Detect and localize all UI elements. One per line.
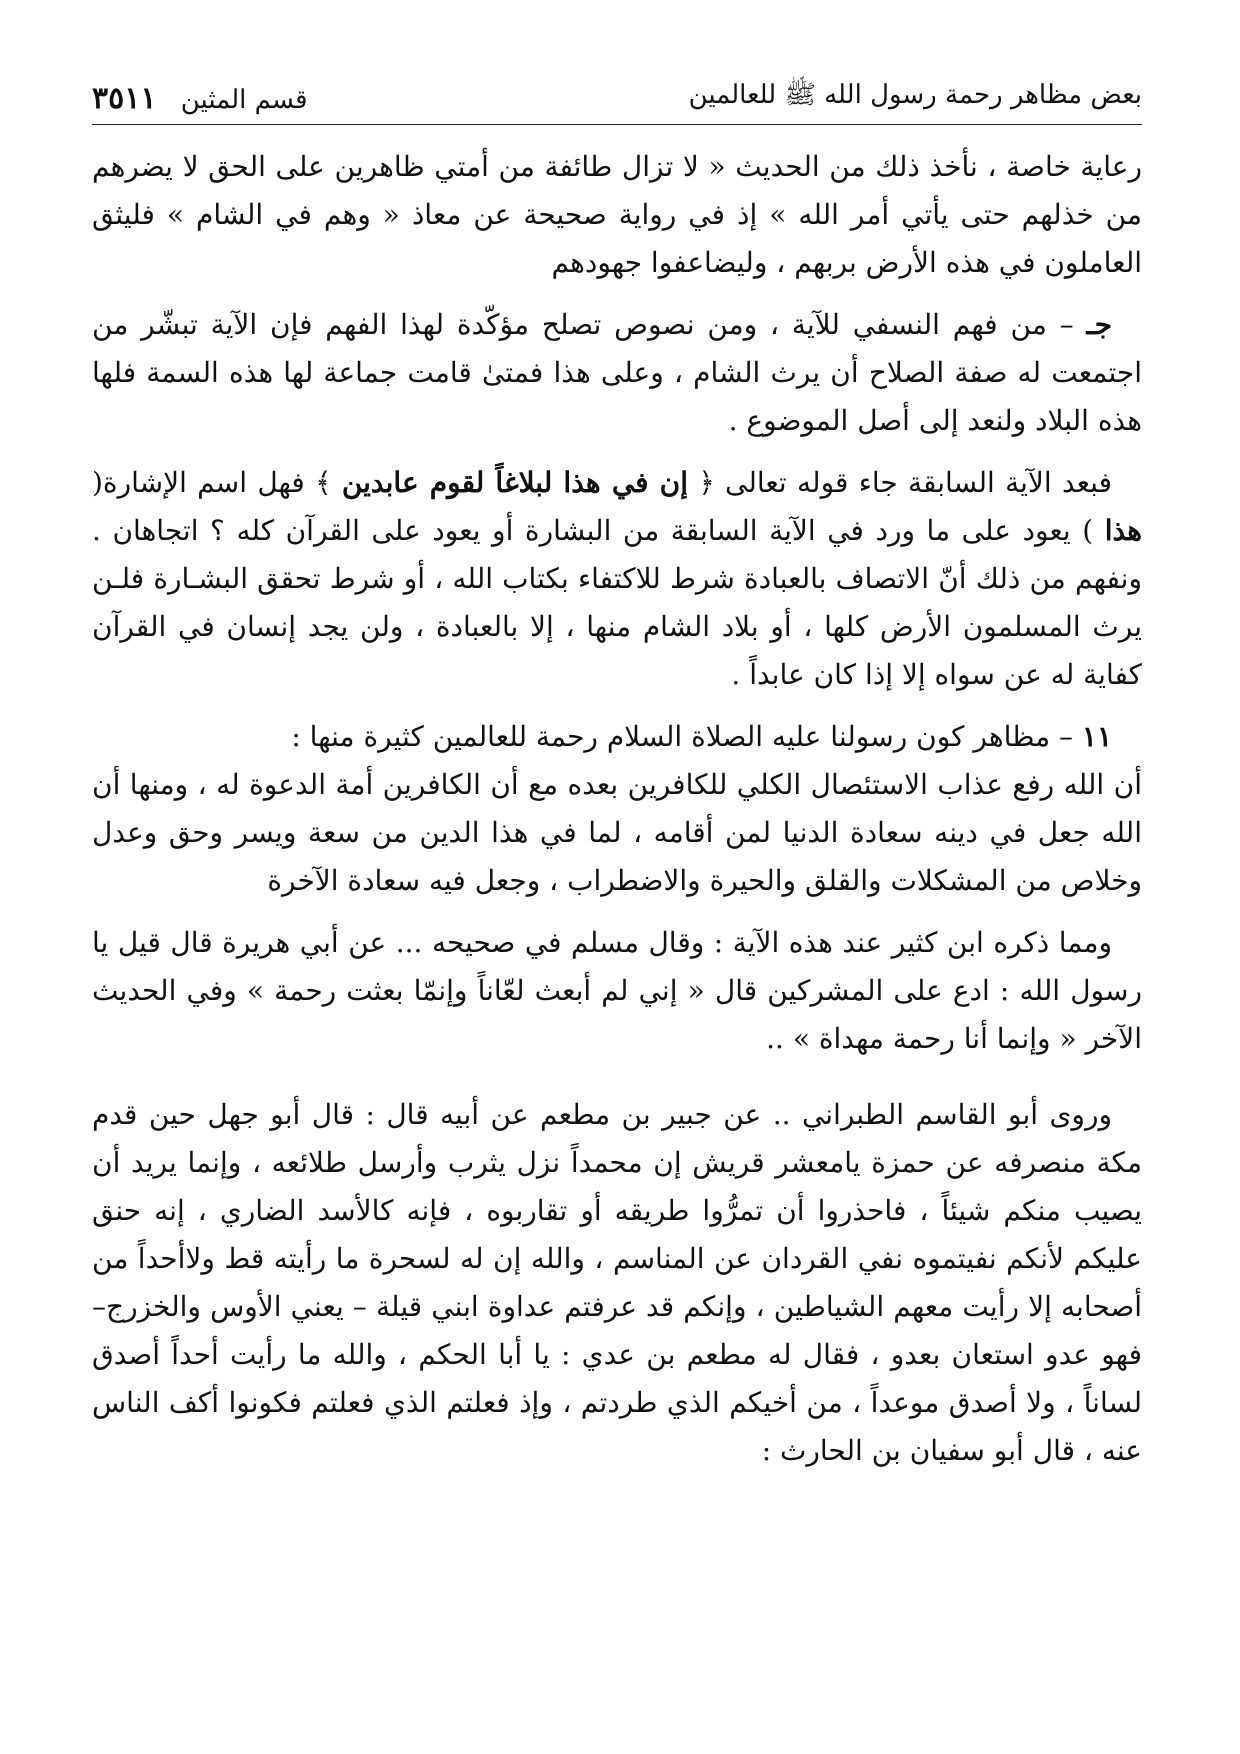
chapter-title: بعض مظاهر رحمة رسول الله ﷺ للعالمين (688, 80, 1142, 110)
section-number: ١١ (1081, 720, 1112, 753)
paragraph-6: ومما ذكره ابن كثير عند هذه الآية : وقال مسلم في صحيحه ... عن أبي هريرة قال قيل يا رسول الله : ادع على المشركين قال « إني لم أبعث لعّاناً وإنمّا بعثت رحمة » وفي الحديث الآخر « وإنما أنا رحمة مهداة » .. (92, 926, 1142, 1055)
quran-quote: إن في هذا لبلاغاً لقوم عابدين (341, 466, 689, 499)
paragraph-3-pre: فبعد الآية السابقة جاء قوله تعالى ﴿ (688, 466, 1112, 499)
paragraph-1: رعاية خاصة ، نأخذ ذلك من الحديث « لا تزال طائفة من أمتي ظاهرين على الحق لا يضرهم من خذلهم حتى يأتي أمر الله » إذ في رواية صحيحة عن معاذ « وهم في الشام » فليثق العاملون في هذه الأرض بربهم ، وليضاعفوا جهودهم (92, 150, 1142, 279)
paragraph-3 (92, 459, 1142, 699)
paragraph-5: أن الله رفع عذاب الاستئصال الكلي للكافرين بعده مع أن الكافرين أمة الدعوة له ، ومنها أن الله جعل في دينه سعادة الدنيا لمن أقامه ، لما في هذا الدين من سعة ويسر وحق وعدل وخلاص من المشكلات والقلق والحيرة والاضطراب ، وجعل فيه سعادة الآخرة (92, 768, 1142, 897)
paragraph-4 (92, 713, 1142, 761)
document-page (92, 78, 1142, 1489)
paragraph-7: وروى أبو القاسم الطبراني .. عن جبير بن مطعم عن أبيه قال : قال أبو جهل حين قدم مكة منصرفه عن حمزة يامعشر قريش إن محمداً نزل يثرب وأرسل طلائعه ، وإنما يريد أن يصيب منكم شيئاً ، فاحذروا أن تمرُّوا طريقه أو تقاربوه ، فإنه كالأسد الضاري ، إنه حنق عليكم لأنكم نفيتموه نفي القردان عن المناسم ، والله إن له لسحرة ما رأيته قط ولاأحداً من أصحابه إلا رأيت معهم الشياطين ، وإنكم قد عرفتم عداوة ابني قيلة – يعني الأوس والخزرج– فهو عدو استعان بعدو ، فقال له مطعم بن عدي : يا أبا الحكم ، والله ما رأيت أحداً أصدق لساناً ، ولا أصدق موعداً ، من أخيكم الذي طردتم ، وإذ فعلتم الذي فعلتم فكونوا أكف الناس عنه ، قال أبو سفيان بن الحارث : (92, 1098, 1142, 1467)
running-header (92, 78, 1142, 125)
paragraph-2-text: – من فهم النسفي للآية ، ومن نصوص تصلح مؤكّدة لهذا الفهم فإن الآية تبشّر من اجتمعت له صفة الصلاح أن يرث الشام ، وعلى هذا فمتىٰ قامت جماعة لها هذه السمة فلها هذه البلاد ولنعد إلى أصل الموضوع . (92, 308, 1142, 437)
demonstrative-word: هذا (1104, 514, 1142, 547)
header-left (92, 81, 308, 116)
paragraph-4-text: – مظاهر كون رسولنا عليه الصلاة السلام رحمة للعالمين كثيرة منها : (291, 720, 1082, 753)
paragraph-2-lead: جـ (1086, 308, 1112, 341)
paragraph-3-post: ) يعود على ما ورد في الآية السابقة من البشارة أو يعود على القرآن كله ؟ اتجاهان . ونفهم من ذلك أنّ الاتصاف بالعبادة شرط للاكتفاء بكتاب الله ، أو شرط تحقق البشـارة فلـن يرث المسلمون الأرض كلها ، أو بلاد الشام منها ، إلا بالعبادة ، ولن يجد إنسان في القرآن كفاية له عن سواه إلا إذا كان عابداً . (92, 514, 1142, 691)
page-number: ٣٥١١ (92, 81, 157, 116)
paragraph-2 (92, 301, 1142, 445)
paragraph-3-mid: ﴾ فهل اسم الإشارة( (92, 466, 342, 499)
section-name: قسم المثين (180, 85, 308, 115)
